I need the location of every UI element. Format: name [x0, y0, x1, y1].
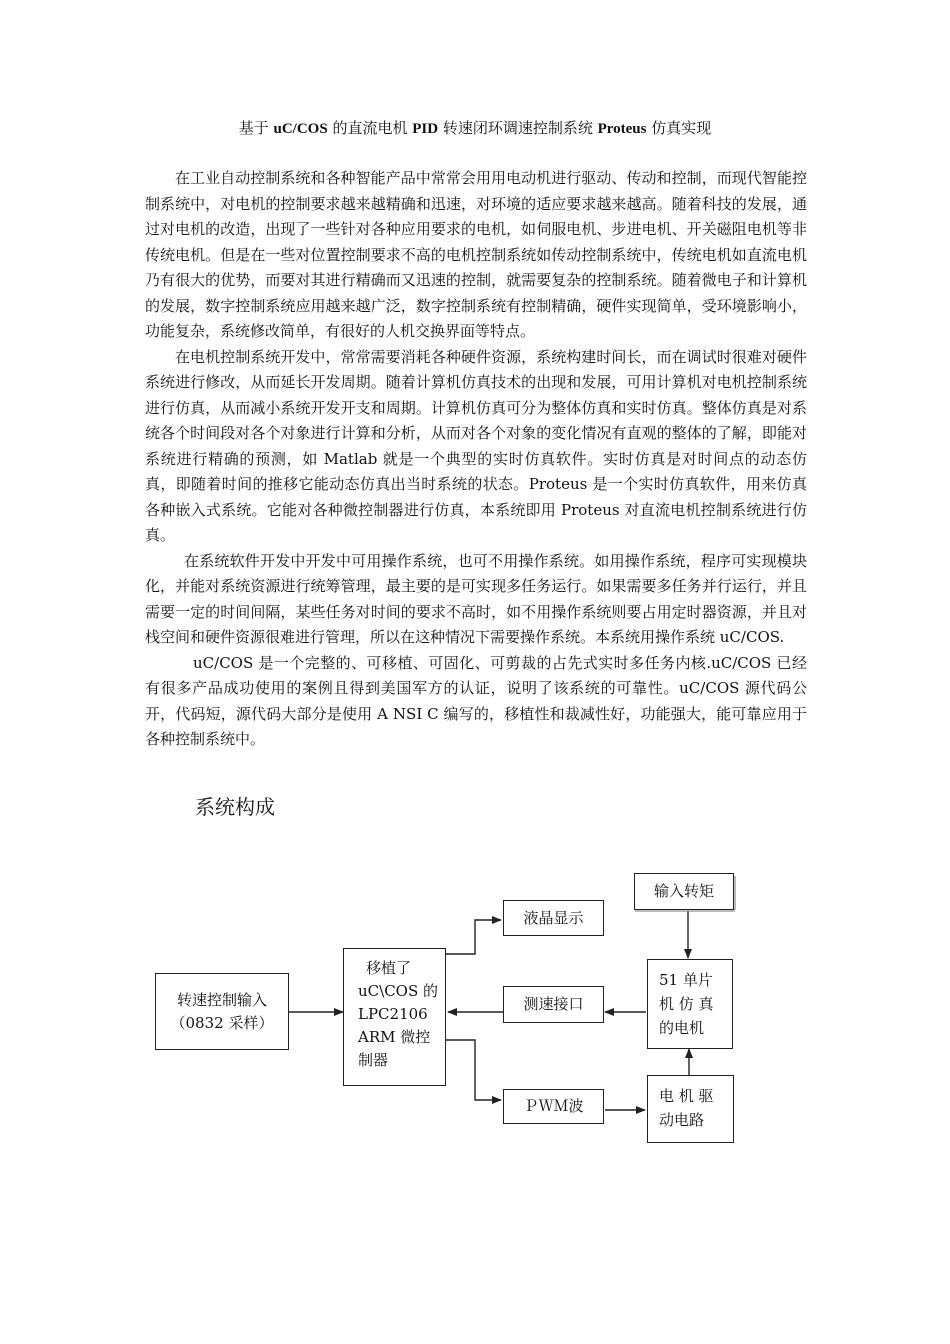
body-text	[145, 166, 807, 753]
section-heading: 系统构成	[195, 795, 275, 819]
diagram-connectors	[0, 860, 950, 1160]
paragraph-ucos: uC/COS 是一个完整的、可移植、可固化、可剪裁的占先式实时多任务内核.uC/COS 已经有很多产品成功使用的案例且得到美国军方的认证，说明了该系统的可靠性。uC/COS 源代码公开，代码短，源代码大部分是使用 A NSI C 编写的，移植性和裁减性好，功能强大，能可靠应用于各种控制系统中。	[145, 653, 807, 748]
arrow-mcu-to-pwm	[446, 1040, 501, 1100]
pwm-box: ＰＷＭ波	[503, 1089, 604, 1124]
paragraph-simulation: 在电机控制系统开发中，常常需要消耗各种硬件资源，系统构建时间长，而在调试时很难对硬件系统进行修改，从而延长开发周期。随着计算机仿真技术的出现和发展，可用计算机对电机控制系统进行仿真，从而减小系统开发开支和周期。计算机仿真可分为整体仿真和实时仿真。整体仿真是对系统各个时间段对各个对象进行计算和分析，从而对各个对象的变化情况有直观的整体的了解，即能对系统进行精确的预测，如 Matlab 就是一个典型的实时仿真软件。实时仿真是对时间点的动态仿真，即随着时间的推移它能动态仿真出当时系统的状态。Proteus 是一个实时仿真软件，用来仿真各种嵌入式系统。它能对各种微控制器进行仿真，本系统即用 Proteus 对直流电机控制系统进行仿真。	[145, 347, 807, 544]
motor-sim-box: 51 单片 机 仿 真 的电机	[647, 959, 733, 1049]
speed-control-input-box: 转速控制输入 （0832 采样）	[155, 973, 289, 1050]
lcd-display-box: 液晶显示	[503, 900, 604, 936]
document-title: 基于 uC/COS 的直流电机 PID 转速闭环调速控制系统 Proteus 仿真实现	[238, 119, 712, 137]
paragraph-intro: 在工业自动控制系统和各种智能产品中常常会用用电动机进行驱动、传动和控制，而现代智能控制系统中，对电机的控制要求越来越精确和迅速，对环境的适应要求越来越高。随着科技的发展，通过对电机的改造，出现了一些针对各种应用要求的电机，如伺服电机、步进电机、开关磁阻电机等非传统电机。但是在一些对位置控制要求不高的电机控制系统如传动控制系统中，传统电机如直流电机乃有很大的优势，而要对其进行精确而又迅速的控制，就需要复杂的控制系统。随着微电子和计算机的发展，数字控制系统应用越来越广泛，数字控制系统有控制精确，硬件实现简单，受环境影响小，功能复杂，系统修改简单，有很好的人机交换界面等特点。	[145, 169, 807, 340]
arrow-mcu-to-lcd	[446, 920, 501, 954]
speed-interface-box: 测速接口	[503, 986, 604, 1023]
paragraph-os: 在系统软件开发中开发中可用操作系统，也可不用操作系统。如用操作系统，程序可实现模块化，并能对系统资源进行统筹管理，最主要的是可实现多任务运行。如果需要多任务并行运行，并且需要一定的时间间隔，某些任务对时间的要求不高时，如不用操作系统则要占用定时器资源，并且对栈空间和硬件资源很难进行管理，所以在这种情况下需要操作系统。本系统用操作系统 uC/COS.	[145, 551, 807, 646]
system-block-diagram	[0, 860, 950, 1160]
arm-controller-box: 移植了 uC\COS 的 LPC2106 ARM 微控 制器	[343, 948, 446, 1086]
motor-driver-box: 电 机 驱 动电路	[647, 1075, 734, 1143]
torque-input-box: 输入转矩	[634, 873, 734, 910]
